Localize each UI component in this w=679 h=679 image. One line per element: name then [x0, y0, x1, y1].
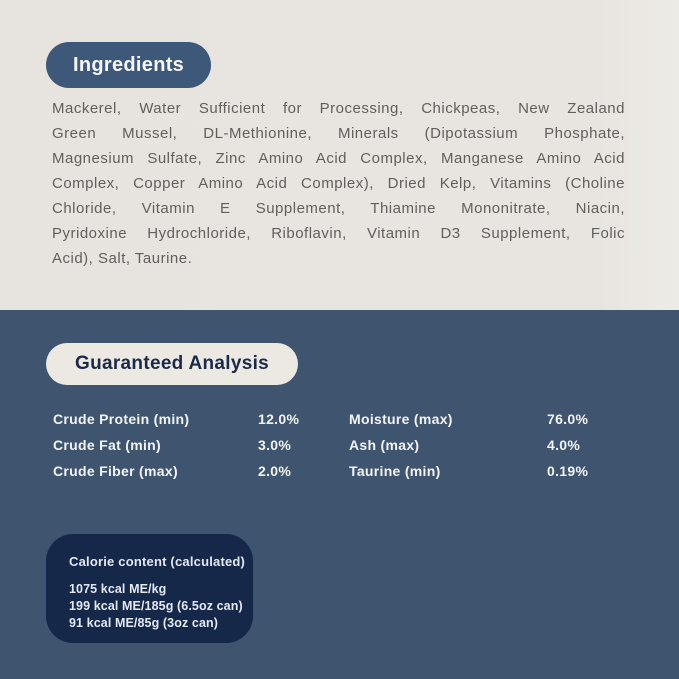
guaranteed-analysis-heading-pill: [46, 343, 298, 385]
ingredients-line: Mackerel, Water Sufficient for Processing, Chickpeas, New Zealand: [52, 100, 625, 117]
analysis-label: Moisture (max): [349, 411, 453, 427]
guaranteed-analysis-section: [0, 310, 679, 679]
ingredients-line: Green Mussel, DL-Methionine, Minerals (Dipotassium Phosphate,: [52, 125, 625, 142]
analysis-value: 3.0%: [258, 437, 292, 453]
ingredients-line: Magnesium Sulfate, Zinc Amino Acid Complex, Manganese Amino Acid: [52, 150, 625, 167]
guaranteed-analysis-heading: Guaranteed Analysis: [75, 353, 270, 374]
analysis-label: Crude Fat (min): [53, 437, 161, 453]
analysis-value: 2.0%: [258, 463, 292, 479]
calorie-content-title: Calorie content (calculated): [69, 554, 246, 569]
calorie-content-line: 1075 kcal ME/kg: [69, 582, 167, 596]
ingredients-paragraph: [52, 96, 625, 271]
analysis-value: 12.0%: [258, 411, 300, 427]
ingredients-heading-pill: [46, 42, 211, 88]
calorie-content-line: 199 kcal ME/185g (6.5oz can): [69, 599, 243, 613]
ingredients-line: Complex, Copper Amino Acid Complex), Dried Kelp, Vitamins (Choline: [52, 175, 625, 192]
guaranteed-analysis-table: [53, 406, 628, 484]
analysis-value: 76.0%: [547, 411, 589, 427]
ingredients-line: Pyridoxine Hydrochloride, Riboflavin, Vitamin D3 Supplement, Folic: [52, 225, 625, 242]
calorie-content-box: [46, 534, 253, 643]
ingredients-line: Chloride, Vitamin E Supplement, Thiamine Mononitrate, Niacin,: [52, 200, 625, 217]
analysis-label: Ash (max): [349, 437, 420, 453]
analysis-label: Crude Fiber (max): [53, 463, 178, 479]
calorie-content-line: 91 kcal ME/85g (3oz can): [69, 616, 218, 630]
analysis-label: Crude Protein (min): [53, 411, 190, 427]
ingredients-line: Acid), Salt, Taurine.: [52, 250, 193, 267]
ingredients-section: [0, 0, 679, 310]
analysis-value: 0.19%: [547, 463, 589, 479]
analysis-label: Taurine (min): [349, 463, 441, 479]
ingredients-heading: Ingredients: [73, 53, 185, 76]
analysis-value: 4.0%: [547, 437, 581, 453]
